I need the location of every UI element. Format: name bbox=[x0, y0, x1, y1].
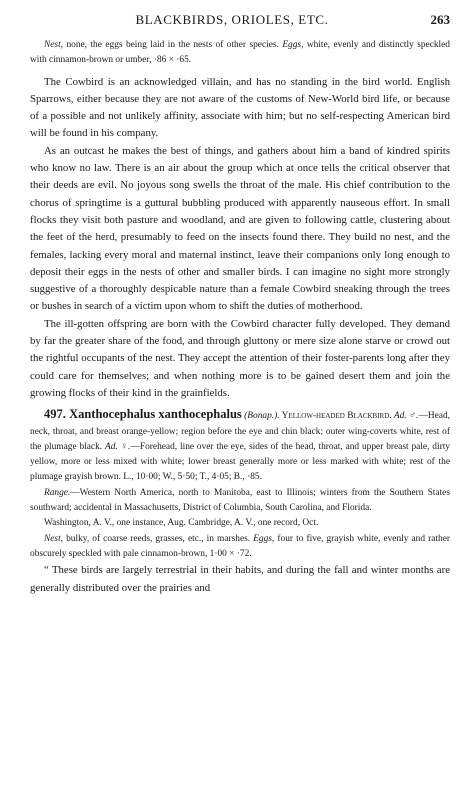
species-quote: “ These birds are largely terrestrial in their habits, and during the fall and winter months are generally distributed over the prairies and bbox=[30, 564, 450, 594]
species-number: 497. bbox=[44, 407, 66, 422]
range-label: Range. bbox=[44, 487, 71, 498]
nest-label: Nest, bbox=[44, 533, 64, 544]
eggs-text: white, evenly and distinctly speckled with cinnamon-brown or umber, ·86 × ·65. bbox=[30, 40, 450, 66]
species-entry-497 bbox=[30, 407, 450, 485]
species-common-name: Yellow-headed Blackbird. bbox=[279, 411, 392, 422]
species-scientific-name: Xanthocephalus xanthocephalus bbox=[65, 407, 242, 422]
adult-female-description: —Forehead, line over the eye, sides of the head, throat, and upper breast pale, dirty yellow, more or less mixed with white; lower breast generally more or less marked with white; rest of the plumage grayish brown. L., 10·00; W., 5·50; T., 4·05; B., ·85. bbox=[30, 441, 450, 483]
adult-female-label: Ad. ♀. bbox=[104, 441, 131, 452]
species-range bbox=[30, 486, 450, 517]
page-number: 263 bbox=[430, 12, 450, 27]
cowbird-paragraph-2: As an outcast he makes the best of things, and gathers about him a band of kindred spirits who know no law. There is an air about the group which at once tells the critical observer that their deeds are evil. No joyous song swells the throat of the male. His chief contribution to the chorus of springtime is a guttural bubbling produced with apparently nauseous effort. In small flocks they visit both pasture and woodland, and are given to following cattle, clustering about the feet of the herd, presumably to feed on the insects found there. They build no nest, and the females, lacking every moral and maternal instinct, leave their companions only long enough to deposit their eggs in the nests of other and smaller birds. I can imagine no sight more strongly suggestive of a thoroughly despicable nature than a female Cowbird sneaking through the trees or bushes in search of a victim upon whom to shift the duties of motherhood. bbox=[30, 144, 450, 313]
nest-text: none, the eggs being laid in the nests of other species. bbox=[63, 40, 283, 50]
eggs-text: four to five, grayish white, evenly and rather obscurely speckled with pale cinnamon-brown, 1·00 × ·72. bbox=[30, 533, 451, 559]
page-header bbox=[0, 12, 464, 30]
cowbird-paragraph-1: The Cowbird is an acknowledged villain, and has no standing in the bird world. English Sparrows, either because they are not aware of the customs of New-World bird life, or because of a possible and not unlikely affinity, associate with him; but no self-respecting American bird will be found in his company. bbox=[30, 75, 450, 140]
running-head: BLACKBIRDS, ORIOLES, ETC. bbox=[135, 12, 329, 27]
eggs-label: Eggs, bbox=[253, 533, 275, 544]
cowbird-paragraph-3: The ill-gotten offspring are born with the Cowbird character fully developed. They demand by far the greater share of the food, and through gluttony or mere size alone starve or crowd out the rightful occupants of the nest. They accept the attention of their foster-parents long after they could care for themselves; and when nothing more is to be gained desert them and join the growing flocks of their kind in the grainfields. bbox=[30, 317, 450, 399]
page-body bbox=[30, 38, 450, 597]
nest-text: bulky, of coarse reeds, grasses, etc., in marshes. bbox=[63, 533, 254, 544]
species-records: Washington, A. V., one instance, Aug. Cambridge, A. V., one record, Oct. bbox=[44, 518, 319, 529]
adult-male-label: Ad. ♂. bbox=[391, 411, 419, 422]
nest-label: Nest, bbox=[44, 40, 64, 50]
cowbird-nest-eggs bbox=[30, 38, 450, 69]
species-nest-eggs bbox=[30, 532, 450, 563]
range-text: —Western North America, north to Manitoba, east to Illinois; winters from the Southern States southward; accidental in Massachusetts, District of Columbia, South Carolina, and Florida. bbox=[30, 487, 450, 514]
eggs-label: Eggs, bbox=[282, 40, 304, 50]
adult-male-description: —Head, neck, throat, and breast orange-yellow; region before the eye and chin black; outer wing-coverts white, rest of the plumage black. bbox=[30, 411, 450, 452]
species-authority: (Bonap.). bbox=[241, 411, 280, 422]
